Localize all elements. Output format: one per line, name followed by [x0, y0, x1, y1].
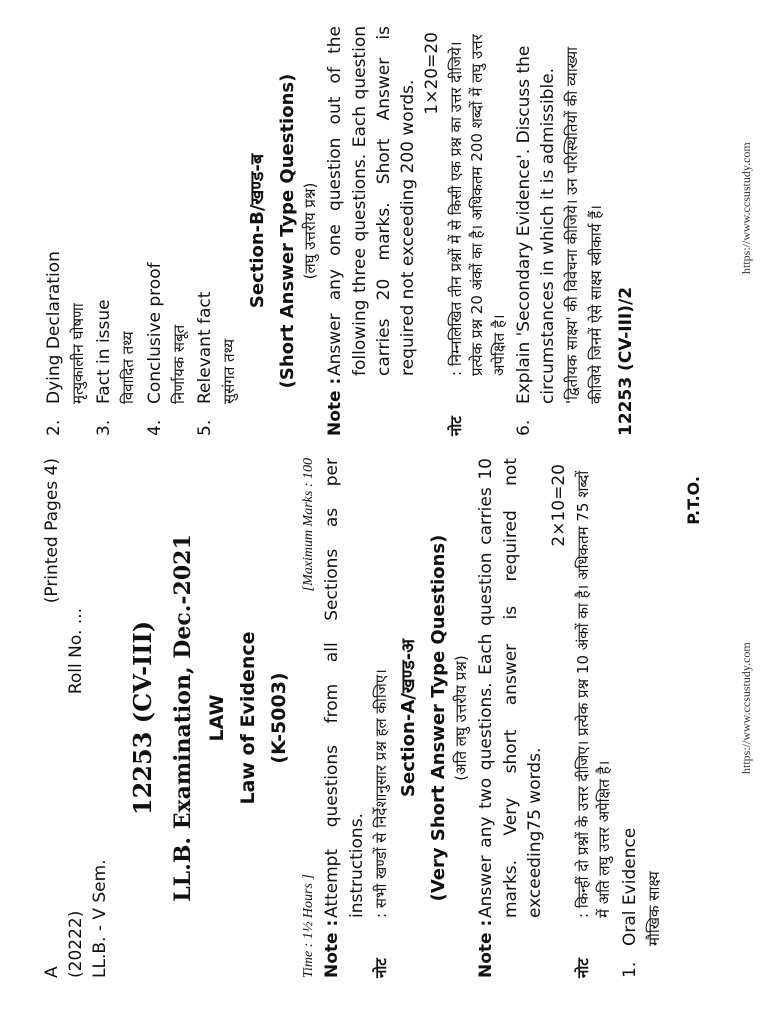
question-1-text: Oral Evidence	[619, 827, 640, 946]
general-note-hindi	[371, 458, 392, 978]
question-5-text: Relevant fact	[194, 291, 215, 404]
section-b-note-hindi-label: नोट	[447, 416, 466, 436]
subject-code: (K-5003)	[267, 672, 290, 764]
section-a-note	[474, 458, 546, 978]
note-hindi-text: : सभी खण्डों से निर्देशानुसार प्रश्न हल कीजिए।	[371, 669, 390, 918]
note-hindi-label: नोट	[371, 958, 390, 978]
section-b-note-text: Answer any one question out of the following three questions. Each question carries 20 marks. Short Answer is required not exceeding 200 words.	[325, 26, 418, 376]
question-1-hindi: मौखिक साक्ष्य	[644, 871, 663, 946]
section-a-note-hindi	[573, 458, 616, 978]
section-b-type: (Short Answer Type Questions)	[276, 73, 298, 389]
section-b-note-label: Note :	[325, 377, 346, 436]
paper-code: 12253 (CV-III)	[128, 620, 158, 816]
section-b-note	[323, 26, 420, 436]
footer-url-left: https://www.ccsustudy.com	[739, 642, 753, 774]
question-2-number: 2.	[44, 419, 64, 436]
header-row	[40, 458, 64, 978]
section-b-marks: 1×20=20	[421, 32, 442, 115]
question-3-text: Fact in issue	[94, 299, 115, 404]
section-a-marks: 2×10=20	[548, 464, 569, 547]
subject-name: Law of Evidence	[236, 631, 259, 805]
general-note	[320, 458, 368, 978]
question-6	[512, 26, 609, 436]
section-a-heading: Section-A/खण्ड-अ	[398, 639, 420, 797]
note-text: Attempt questions from all Sections as per instructions.	[322, 458, 367, 918]
year-code: (20222)	[66, 910, 87, 978]
question-6-hindi: 'द्वितीयक साक्ष्य' की विवेचना कीजिये। उन परिस्थितियों की व्याख्या कीजिये जिनमें ऐसे साक्ष्य स्वीकार्य हैं।	[563, 46, 606, 404]
section-a-note-text: Answer any two questions. Each question carries 10 marks. Very short answer is required not exceeding75 words.	[476, 458, 545, 918]
pto-label: P.T.O.	[684, 476, 704, 525]
question-2	[42, 26, 90, 436]
page-one-column	[40, 458, 706, 978]
time-marks-row	[299, 458, 319, 978]
footer-url-right: https://www.ccsustudy.com	[739, 142, 753, 274]
exam-title: LL.B. Examination, Dec.-2021	[170, 534, 197, 902]
printed-pages: (Printed Pages 4)	[42, 458, 62, 604]
section-b-type-hindi: (लघु उत्तरीय प्रश्न)	[301, 182, 320, 280]
question-5	[193, 26, 241, 436]
series-letter: A	[42, 966, 62, 978]
question-4-hindi: निर्णायक सबूत	[169, 324, 188, 404]
section-a-type-hindi: (अति लघु उत्तरीय प्रश्न)	[452, 655, 471, 781]
course-name: LL.B. - V Sem.	[90, 859, 111, 978]
page-code: 12253 (CV-III)/2	[616, 286, 637, 436]
note-label: Note :	[322, 919, 343, 978]
question-3-number: 3.	[94, 419, 115, 436]
question-2-hindi: मृत्युकालीन घोषणा	[69, 303, 88, 404]
question-1	[618, 458, 666, 978]
question-5-hindi: सुसंगत तथ्य	[219, 338, 238, 404]
maximum-marks: [Maximum Marks : 100	[300, 458, 316, 592]
time-allowed: Time : 1½ Hours ]	[300, 874, 316, 978]
question-2-text: Dying Declaration	[44, 251, 64, 404]
section-a-note-label: Note :	[476, 919, 497, 978]
question-3	[92, 26, 140, 436]
section-a-type: (Very Short Answer Type Questions)	[427, 534, 449, 902]
question-1-number: 1.	[619, 961, 640, 978]
section-a-note-hindi-label: नोट	[573, 958, 592, 978]
roll-row	[64, 458, 88, 978]
section-a-note-hindi-text: : किन्हीं दो प्रश्नों के उत्तर दीजिए। प्रत्येक प्रश्न 10 अंकों का है। अधिकतम 75 शब्दों में अति लघु उत्तर अपेक्षित है।	[573, 470, 614, 918]
question-5-number: 5.	[194, 419, 215, 436]
question-6-text: Explain 'Secondary Evidence'. Discuss the circumstances in which it is admissible.	[513, 45, 559, 404]
roll-number: Roll No. ...	[66, 608, 87, 695]
section-b-note-hindi-text: : निम्नलिखित तीन प्रश्नों में से किसी एक प्रश्न का उत्तर दीजिये। प्रत्येक प्रश्न 20 अंकों का है। अधिकतम 200 शब्दों में लघु उत्तर अपेक्षित है।	[447, 34, 508, 376]
page-two-column	[40, 26, 706, 436]
question-6-number: 6.	[513, 419, 534, 436]
section-b-note-hindi	[446, 26, 510, 436]
section-b-heading: Section-B/खण्ड-ब	[247, 153, 268, 309]
question-4-number: 4.	[144, 419, 165, 436]
question-3-hindi: विवादित तथ्य	[119, 331, 138, 404]
question-4-text: Conclusive proof	[144, 262, 165, 404]
question-4	[143, 26, 191, 436]
subject-law: LAW	[205, 694, 228, 742]
